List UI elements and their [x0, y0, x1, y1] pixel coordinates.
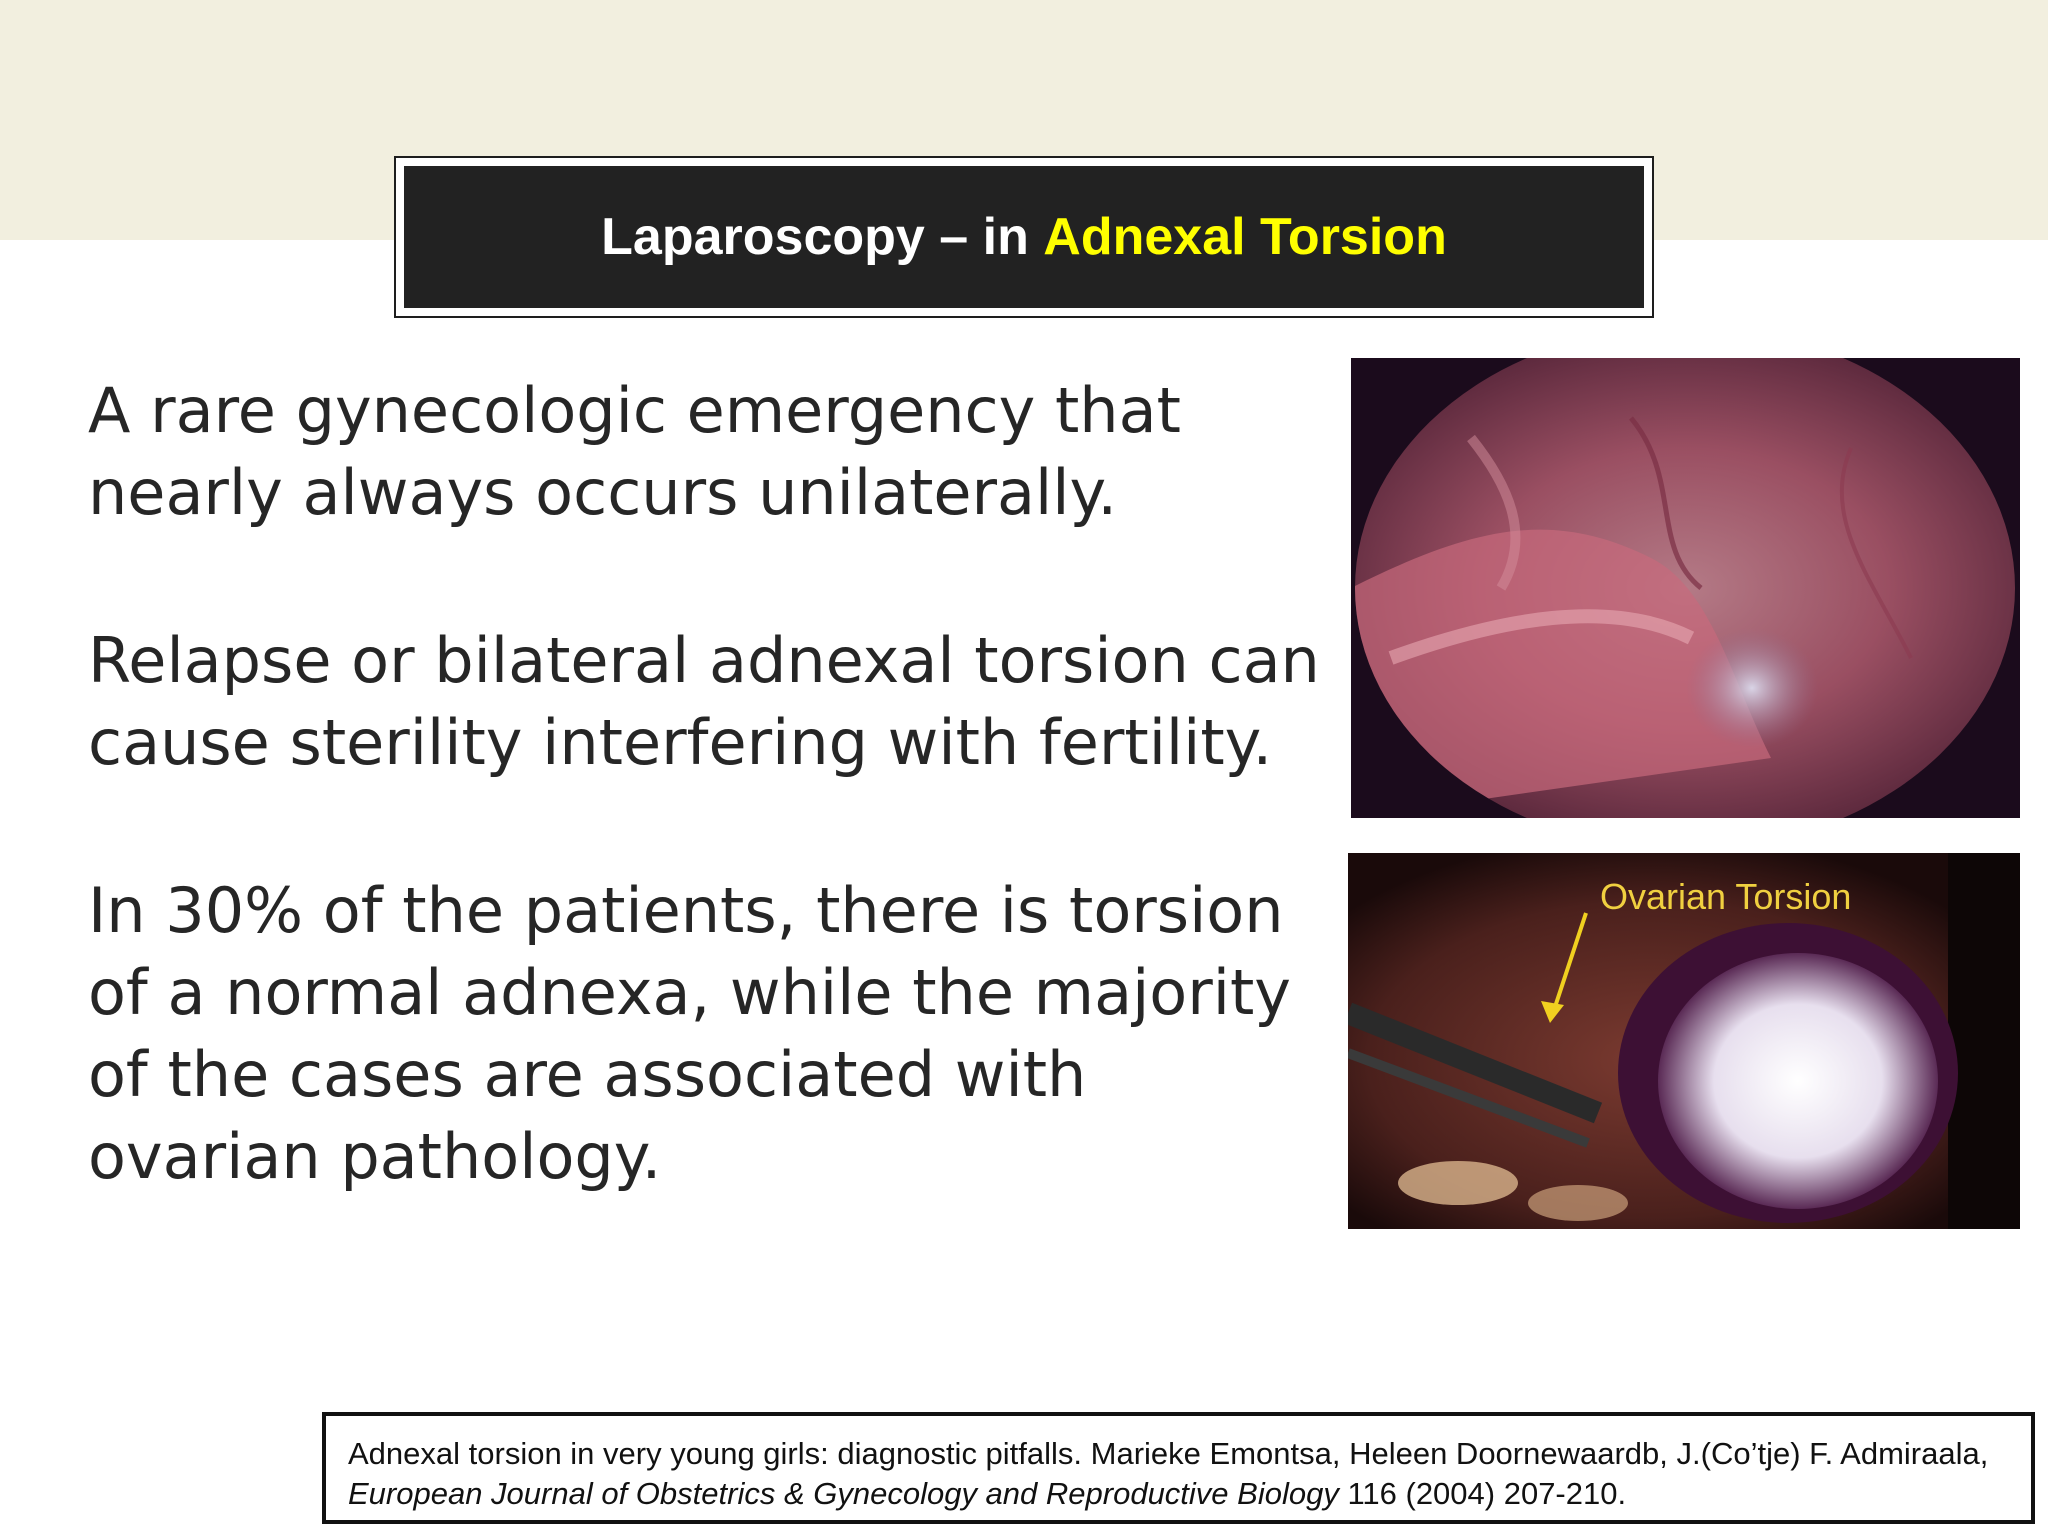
laparoscopy-image-2 — [1348, 853, 2020, 1229]
title-prefix: Laparoscopy – in — [601, 208, 1044, 266]
photo-label: Ovarian Torsion — [1600, 876, 1852, 917]
title-highlight: Adnexal Torsion — [1043, 208, 1447, 266]
paragraph-2: Relapse or bilateral adnexal torsion can cause sterility interfering with fertility. — [88, 624, 1320, 779]
paragraph-3: In 30% of the patients, there is torsion of a normal adnexa, while the majority of the cases are associated with ovarian pathology. — [88, 874, 1291, 1193]
laparoscopy-image-1 — [1351, 358, 2020, 818]
laparoscopy-photo-2 — [1348, 853, 2020, 1229]
slide-title — [404, 166, 1644, 308]
title-box — [394, 156, 1654, 318]
citation-box — [322, 1412, 2035, 1524]
body-text — [88, 370, 1328, 1284]
citation-journal: European Journal of Obstetrics & Gynecology and Reproductive Biology — [348, 1476, 1339, 1511]
citation-text-start: Adnexal torsion in very young girls: diagnostic pitfalls. Marieke Emontsa, Heleen Doornewaardb, J.(Co’tje) F. Admiraala, — [348, 1436, 1989, 1471]
citation-text-end: 116 (2004) 207-210. — [1338, 1476, 1627, 1511]
paragraph-1: A rare gynecologic emergency that nearly always occurs unilaterally. — [88, 374, 1181, 529]
laparoscopy-photo-1 — [1351, 358, 2020, 818]
